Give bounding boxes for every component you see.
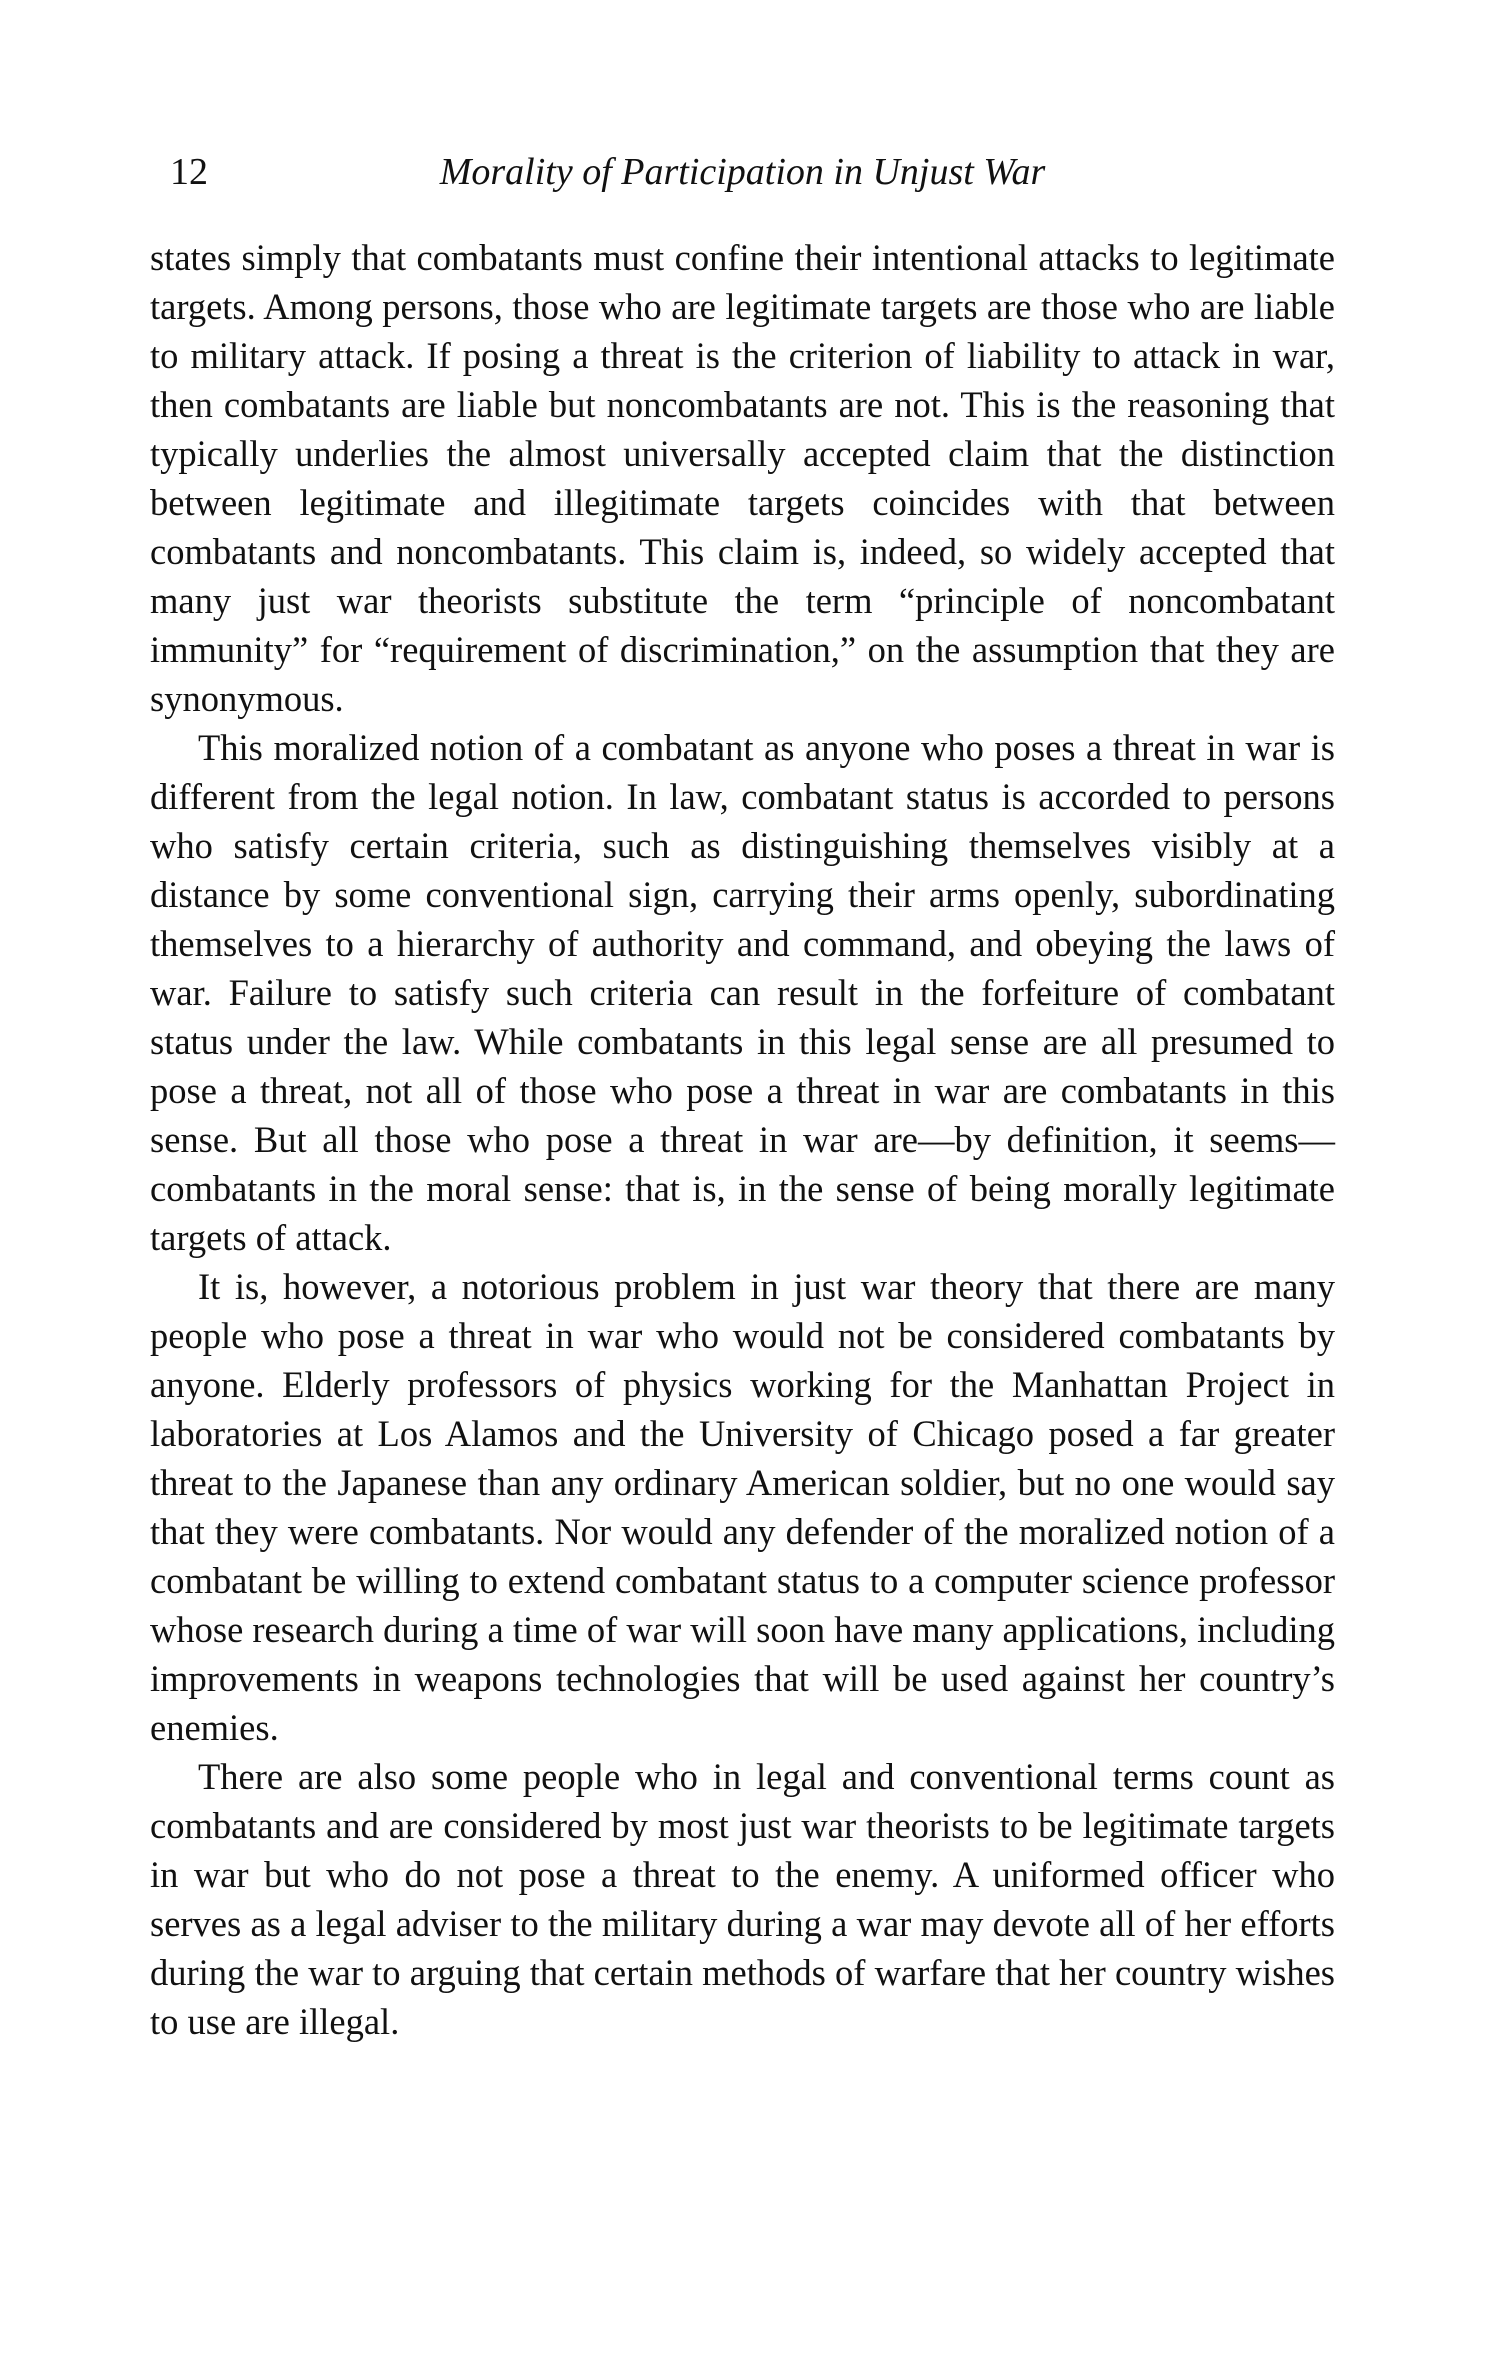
running-head	[150, 146, 1335, 206]
running-title: Morality of Participation in Unjust War	[439, 151, 1046, 193]
paragraph-continued: states simply that combatants must confine their intentional attacks to legitimate targets. Among persons, those who are legitimate targets are those who are liable to military attack. If posing a threat is the criterion of liability to attack in war, then combatants are liable but noncombatants are not. This is the reasoning that typically underlies the almost universally accepted claim that the distinction between legitimate and illegitimate targets coincides with that between combatants and noncombatants. This claim is, indeed, so widely accepted that many just war theorists substitute the term “principle of noncombatant immunity” for “requirement of discrimination,” on the assumption that they are synonymous.	[150, 237, 1335, 719]
paragraph: There are also some people who in legal and conventional terms count as combatants and are considered by most just war theorists to be legitimate targets in war but who do not pose a threat to the enemy. A uniformed officer who serves as a legal adviser to the military during a war may devote all of her efforts during the war to arguing that certain methods of warfare that her country wishes to use are illegal.	[150, 1756, 1335, 2042]
book-page	[150, 0, 1335, 2375]
body-text	[150, 233, 1335, 2046]
page-number: 12	[170, 151, 208, 193]
paragraph: It is, however, a notorious problem in just war theory that there are many people who pose a threat in war who would not be considered combatants by anyone. Elderly professors of physics working for the Manhattan Project in laboratories at Los Alamos and the University of Chicago posed a far greater threat to the Japanese than any ordinary American soldier, but no one would say that they were combatants. Nor would any defender of the moralized notion of a combatant be willing to extend combatant status to a computer science professor whose research during a time of war will soon have many applications, including improvements in weapons technologies that will be used against her country’s enemies.	[150, 1266, 1335, 1748]
paragraph: This moralized notion of a combatant as anyone who poses a threat in war is different from the legal notion. In law, combatant status is accorded to persons who satisfy certain criteria, such as distinguishing themselves visibly at a distance by some conventional sign, carrying their arms openly, subordinating themselves to a hierarchy of authority and command, and obeying the laws of war. Failure to satisfy such criteria can result in the forfeiture of combatant status under the law. While combatants in this legal sense are all presumed to pose a threat, not all of those who pose a threat in war are combatants in this sense. But all those who pose a threat in war are—by definition, it seems—combatants in the moral sense: that is, in the sense of being morally legitimate targets of attack.	[150, 727, 1335, 1258]
